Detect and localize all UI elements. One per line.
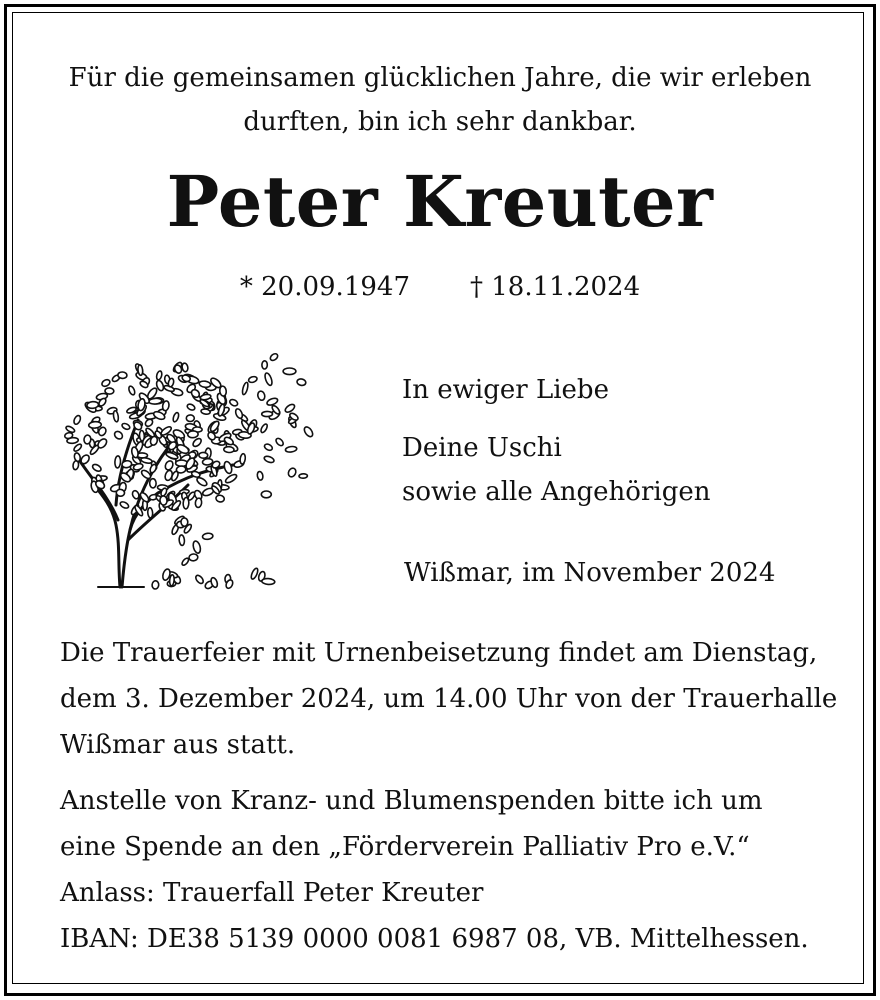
donation-notice <box>60 778 850 962</box>
leaf <box>186 415 194 422</box>
leaf <box>119 501 129 510</box>
leaf <box>73 443 83 452</box>
leaf <box>303 425 315 438</box>
leaf <box>84 435 92 444</box>
leaf <box>186 403 195 411</box>
donation-line-3: Anlass: Trauerfall Peter Kreuter <box>60 878 484 908</box>
leaf <box>287 467 297 478</box>
funeral-line-2: dem 3. Dezember 2024, um 14.00 Uhr von der Trauerhalle <box>60 684 838 714</box>
leaf <box>133 463 144 471</box>
funeral-notice <box>60 630 850 768</box>
leaf <box>160 496 168 506</box>
leaf <box>262 361 268 369</box>
leaf <box>284 403 296 414</box>
leaf <box>224 473 238 484</box>
leaf <box>147 508 152 519</box>
leaf <box>164 460 175 472</box>
leaf <box>113 410 119 422</box>
intro-text <box>40 56 840 144</box>
leaf <box>118 372 127 379</box>
leaf <box>250 567 259 580</box>
place-and-date: Wißmar, im November 2024 <box>404 558 776 588</box>
leaf <box>137 365 143 376</box>
intro-line-1: Für die gemeinsamen glücklichen Jahre, die wir erleben <box>68 63 812 93</box>
leaf <box>262 411 273 416</box>
leaf <box>87 401 99 409</box>
leaf <box>269 352 279 361</box>
leaf <box>224 446 234 452</box>
donation-line-1: Anstelle von Kranz- und Blumenspenden bitte ich um <box>60 786 763 816</box>
leaf <box>199 380 211 388</box>
leaf <box>234 408 243 419</box>
leaf <box>152 580 159 589</box>
mourners-block <box>402 368 710 514</box>
leaf <box>88 421 101 428</box>
leaf <box>192 437 203 448</box>
leaf <box>241 382 249 395</box>
leaf <box>199 452 208 458</box>
leaf <box>263 443 273 452</box>
leaf <box>156 370 163 380</box>
leaf <box>263 455 274 464</box>
leaf <box>223 461 233 475</box>
mourners-line-2: Deine Uschi <box>402 433 562 463</box>
death-date: † 18.11.2024 <box>470 272 641 302</box>
leaf <box>202 533 213 540</box>
leaf <box>91 463 102 473</box>
leaf <box>139 491 150 503</box>
leaf <box>149 464 158 474</box>
leaf <box>264 372 274 386</box>
leaf <box>283 368 296 375</box>
leaf <box>113 430 124 441</box>
leaf <box>116 489 125 497</box>
leaf <box>172 412 180 423</box>
leaf <box>299 474 308 479</box>
leaf <box>122 460 133 468</box>
leaf <box>195 498 202 508</box>
leaf <box>196 476 209 487</box>
leaf <box>149 398 162 404</box>
funeral-line-1: Die Trauerfeier mit Urnenbeisetzung findet am Dienstag, <box>60 638 818 668</box>
leaf <box>131 490 140 500</box>
leaf <box>176 465 186 473</box>
leaf <box>179 535 185 546</box>
leaf <box>128 385 136 395</box>
leaf <box>266 397 279 407</box>
leaf <box>188 431 199 438</box>
leaf <box>194 574 204 585</box>
leaf <box>261 491 271 498</box>
leaf <box>115 456 121 468</box>
leaf <box>209 420 221 433</box>
leaf <box>121 422 131 430</box>
tree-with-falling-leaves-icon <box>58 325 328 595</box>
leaf <box>257 471 264 480</box>
donation-line-4: IBAN: DE38 5139 0000 0081 6987 08, VB. Mittelhessen. <box>60 924 809 954</box>
leaf <box>189 554 198 562</box>
leaf <box>275 437 285 447</box>
donation-line-2: eine Spende an den „Förderverein Palliativ Pro e.V.“ <box>60 832 750 862</box>
leaf <box>296 378 306 386</box>
leaf <box>150 479 157 488</box>
leaf <box>101 378 111 387</box>
leaf <box>257 390 266 401</box>
leaf <box>248 376 258 384</box>
leaf <box>240 453 246 464</box>
leaf <box>215 494 225 502</box>
leaf <box>65 425 75 433</box>
deceased-name: Peter Kreuter <box>166 160 714 243</box>
leaf <box>192 540 202 554</box>
life-dates <box>0 272 880 302</box>
intro-line-2: durften, bin ich sehr dankbar. <box>243 107 637 137</box>
leaf <box>260 423 269 433</box>
birth-date: * 20.09.1947 <box>239 272 410 302</box>
mourners-line-3: sowie alle Angehörigen <box>402 477 711 507</box>
leaf <box>229 398 239 407</box>
leaf <box>262 578 275 585</box>
funeral-line-3: Wißmar aus statt. <box>60 730 296 760</box>
mourners-line-1: In ewiger Liebe <box>402 375 609 405</box>
leaf <box>285 446 297 453</box>
leaf <box>73 415 82 426</box>
